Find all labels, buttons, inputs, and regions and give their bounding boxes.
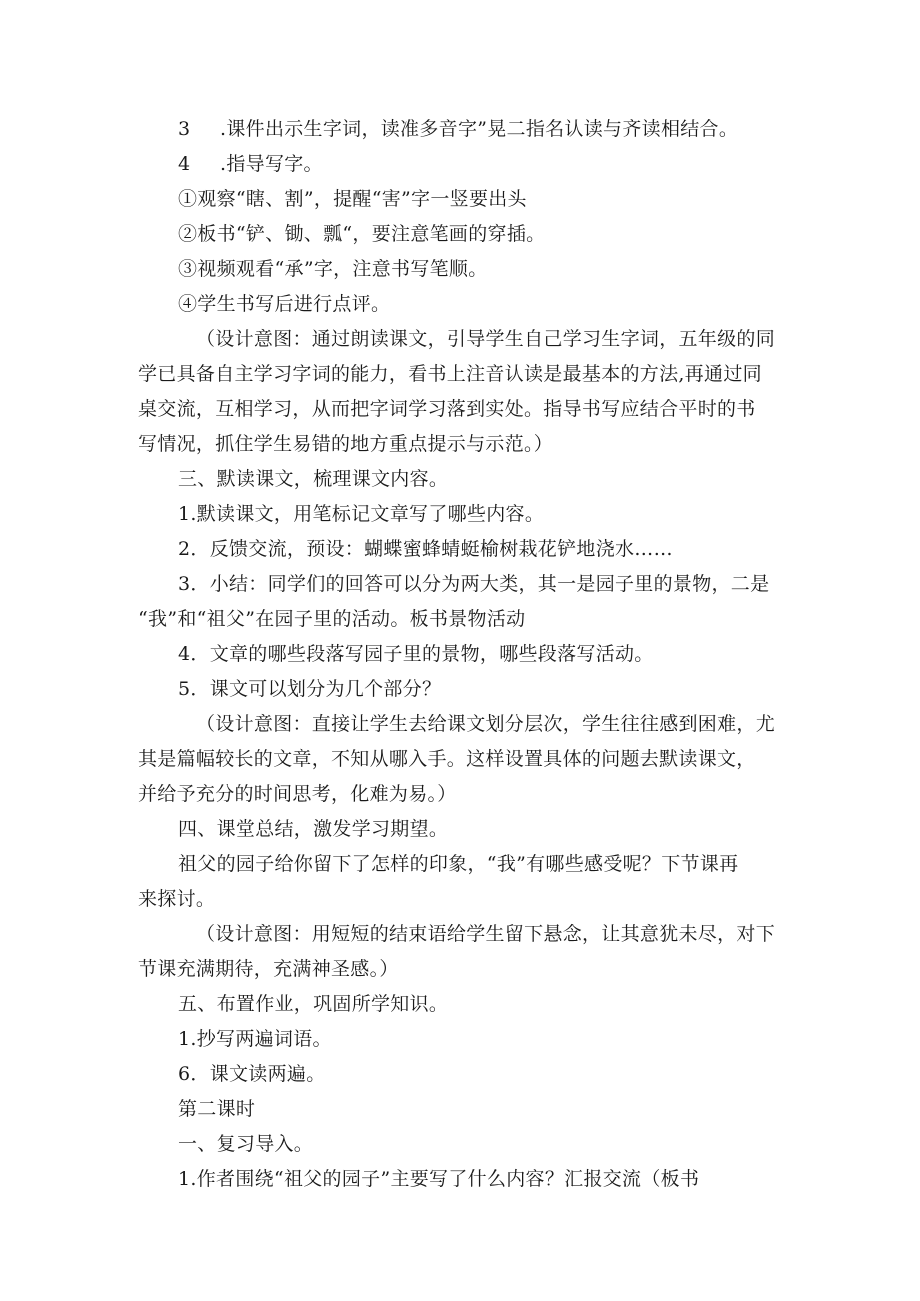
design-note-line: （设计意图：用短短的结束语给学生留下悬念，让其意犹未尽，对下 — [196, 923, 776, 945]
design-note-line: 并给予充分的时间思考，化难为易。） — [138, 783, 457, 805]
list-item-3 — [0, 116, 920, 142]
design-note-line: （设计意图：通过朗读课文，引导学生自己学习生字词，五年级的同 — [196, 328, 776, 350]
text-line: 来探讨。 — [138, 888, 216, 910]
design-note-line: 写情况，抓住学生易错的地方重点提示与示范。） — [138, 433, 554, 455]
text-line: 4．文章的哪些段落写园子里的景物，哪些段落写活动。 — [178, 643, 654, 665]
design-note-line: 节课充满期待，充满神圣感。） — [138, 958, 399, 980]
design-note-line: 其是篇幅较长的文章，不知从哪入手。这样设置具体的问题去默读课文， — [138, 748, 756, 770]
item-number: 3 — [178, 118, 191, 140]
design-note-line: 桌交流，互相学习，从而把字词学习落到实处。指导书写应结合平时的书 — [138, 398, 756, 420]
text-line: ③视频观看“承”字，注意书写笔顺。 — [178, 258, 488, 280]
section-heading: 一、复习导入。 — [178, 1133, 314, 1155]
text-line: 3．小结：同学们的回答可以分为两大类，其一是园子里的景物，二是 — [178, 573, 770, 595]
section-heading: 五、布置作业，巩固所学知识。 — [178, 993, 449, 1015]
text-line: 1.默读课文，用笔标记文章写了哪些内容。 — [178, 503, 545, 525]
text-line: 1.作者围绕“祖父的园子”主要写了什么内容？汇报交流（板书 — [178, 1168, 700, 1190]
text-line: 2．反馈交流，预设：蝴蝶蜜蜂蜻蜓榆树栽花铲地浇水…… — [178, 538, 673, 560]
section-heading: 四、课堂总结，激发学习期望。 — [178, 818, 449, 840]
design-note-line: （设计意图：直接让学生去给课文划分层次，学生往往感到困难，尤 — [196, 713, 776, 735]
text-line: 1.抄写两遍词语。 — [178, 1028, 332, 1050]
line-text: .指导写字。 — [220, 153, 323, 175]
design-note-line: 学已具备自主学习字词的能力，看书上注音认读是最基本的方法,再通过同 — [138, 363, 762, 385]
section-heading: 第二课时 — [178, 1098, 256, 1120]
item-number: 4 — [178, 153, 191, 175]
line-text: .课件出示生字词，读准多音字”晃二指名认读与齐读相结合。 — [220, 118, 739, 140]
text-line: 祖父的园子给你留下了怎样的印象，“我”有哪些感受呢？下节课再 — [178, 853, 739, 875]
text-line: ①观察“瞎、割”，提醒“害”字一竖要出头 — [178, 188, 527, 210]
text-line: ④学生书写后进行点评。 — [178, 293, 391, 315]
text-line: 6．课文读两遍。 — [178, 1063, 326, 1085]
text-line: 5．课文可以划分为几个部分？ — [178, 678, 442, 700]
text-line: ②板书“铲、锄、瓢“，要注意笔画的穿插。 — [178, 223, 546, 245]
list-item-4 — [0, 151, 920, 177]
section-heading: 三、默读课文，梳理课文内容。 — [178, 468, 449, 490]
text-line: “我”和“祖父”在园子里的活动。板书景物活动 — [138, 608, 526, 630]
